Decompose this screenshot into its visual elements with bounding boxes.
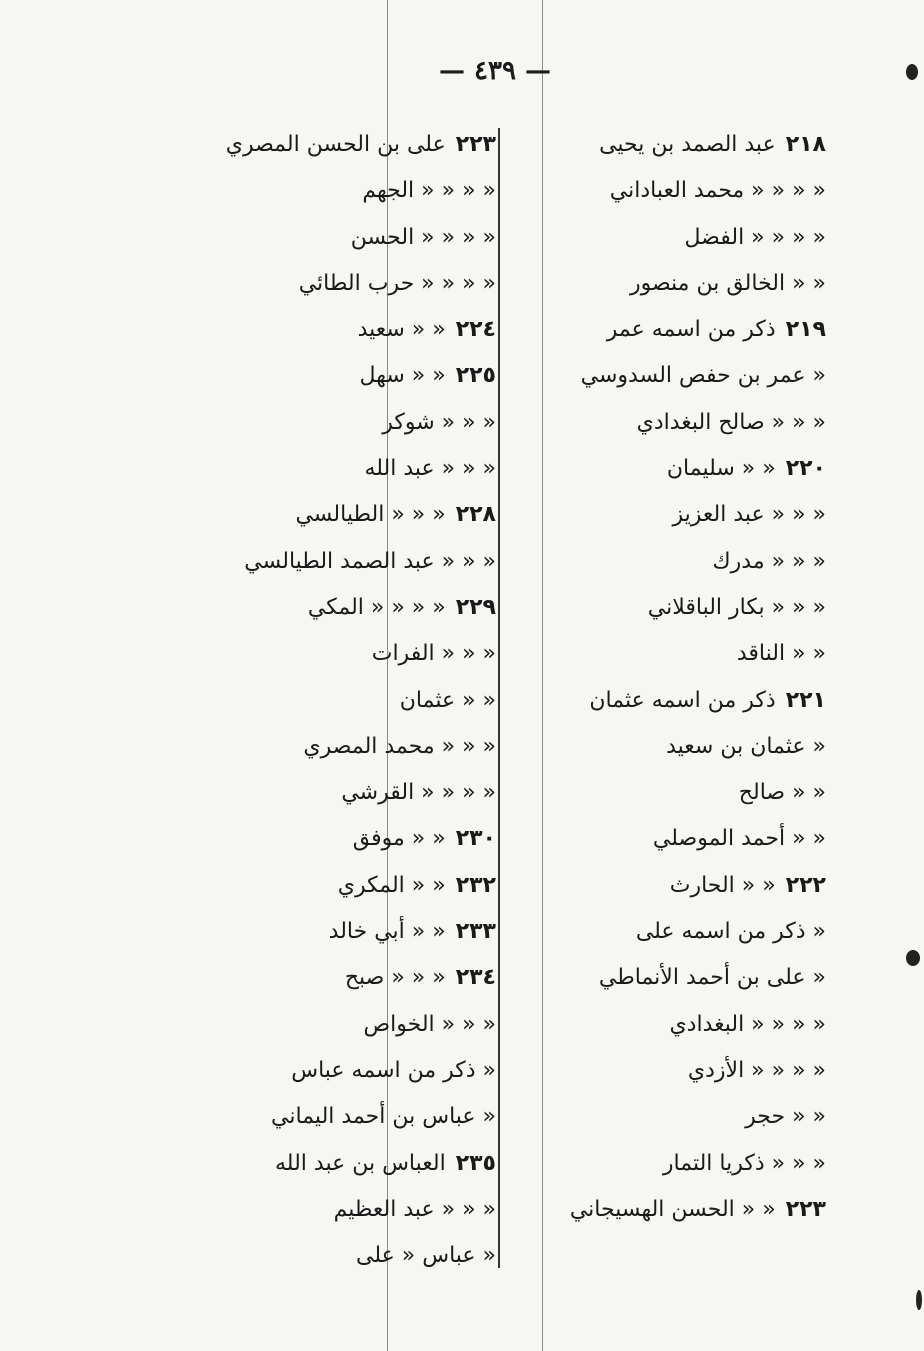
entry-text: « عثمان بن سعيد xyxy=(666,733,826,759)
entry-text: « « موفق xyxy=(352,826,446,852)
index-entry xyxy=(506,446,826,492)
entry-text: « « « الطيالسي xyxy=(295,502,446,528)
entry-number: ٢٣٣ xyxy=(455,919,496,945)
entry-text: « « « ذكريا التمار xyxy=(662,1150,826,1176)
entry-text: ذكر من اسمه عثمان xyxy=(589,687,776,713)
index-entry xyxy=(506,631,826,677)
entry-text: « « أبي خالد xyxy=(328,919,446,945)
index-entry xyxy=(196,909,496,955)
index-entry xyxy=(506,307,826,353)
index-entry xyxy=(196,816,496,862)
index-entry xyxy=(506,1094,826,1140)
entry-text: « « الحسن الهسيجاني xyxy=(569,1196,776,1222)
column-divider xyxy=(498,128,500,1268)
entry-text: العباس بن عبد الله xyxy=(275,1150,446,1176)
index-entry xyxy=(506,585,826,631)
entry-text: « عمر بن حفص السدوسي xyxy=(580,363,826,389)
index-entry xyxy=(506,863,826,909)
entry-number: ٢٢٩ xyxy=(455,594,496,620)
index-entry xyxy=(196,724,496,770)
index-entry xyxy=(196,1002,496,1048)
entry-text: « « الخالق بن منصور xyxy=(629,270,826,296)
entry-text: عبد الصمد بن يحيى xyxy=(599,132,776,157)
entry-text: « « « شوكر xyxy=(382,409,496,435)
index-entry xyxy=(196,307,496,353)
entry-text: « « صالح xyxy=(738,780,826,806)
entry-number: ٢٢٥ xyxy=(455,363,496,389)
entry-number: ٢٣٠ xyxy=(455,826,496,852)
entry-text: « « « « الحسن xyxy=(350,224,496,250)
entry-text: « « « « محمد العباداني xyxy=(609,178,826,204)
entry-text: « « « مدرك xyxy=(712,548,826,574)
index-entry xyxy=(196,631,496,677)
right-column xyxy=(506,122,826,1233)
entry-text: « « الناقد xyxy=(736,641,826,667)
entry-number: ٢٢٢ xyxy=(785,872,826,898)
entry-text: « « « « حرب الطائي xyxy=(298,270,496,296)
index-entry xyxy=(196,168,496,214)
index-entry xyxy=(196,539,496,585)
index-entry xyxy=(506,353,826,399)
index-entry xyxy=(196,122,496,168)
entry-text: ذكر من اسمه عمر xyxy=(606,317,776,343)
index-entry xyxy=(506,1187,826,1233)
entry-text: « « « « الجهم xyxy=(362,178,496,204)
index-entry xyxy=(506,909,826,955)
index-entry xyxy=(196,955,496,1001)
page-number: — ٤٣٩ — xyxy=(438,56,552,86)
entry-number: ٢٢٣ xyxy=(785,1196,826,1222)
index-entry xyxy=(196,446,496,492)
scan-speck xyxy=(906,64,918,80)
index-entry xyxy=(506,492,826,538)
entry-text: « « « « المكي xyxy=(307,594,446,620)
entry-number: ٢٢٣ xyxy=(455,132,496,157)
entry-text: على بن الحسن المصري xyxy=(225,132,446,157)
entry-text: « « « عبد العزيز xyxy=(672,502,826,528)
index-entry xyxy=(196,492,496,538)
entry-text: « « الحارث xyxy=(669,872,776,898)
scan-speck xyxy=(906,950,920,966)
index-entry xyxy=(506,539,826,585)
entry-text: « « « « الأزدي xyxy=(687,1057,826,1083)
index-entry xyxy=(196,585,496,631)
index-entry xyxy=(196,261,496,307)
index-entry xyxy=(506,955,826,1001)
index-entry xyxy=(506,122,826,168)
entry-number: ٢٣٢ xyxy=(455,872,496,898)
index-entry xyxy=(196,353,496,399)
entry-text: « « « « الفضل xyxy=(684,224,826,250)
index-entry xyxy=(196,1233,496,1279)
entry-text: « « « عبد العظيم xyxy=(333,1196,496,1222)
index-entry xyxy=(196,1048,496,1094)
entry-number: ٢٣٥ xyxy=(455,1150,496,1176)
entry-text: « « سليمان xyxy=(666,456,776,482)
index-entry xyxy=(506,816,826,862)
entry-number: ٢٢٤ xyxy=(455,317,496,343)
index-entry xyxy=(506,1141,826,1187)
index-entry xyxy=(506,400,826,446)
entry-text: « « سعيد xyxy=(357,317,446,343)
index-entry xyxy=(506,770,826,816)
entry-number: ٢٢٨ xyxy=(455,502,496,528)
entry-text: « « « « البغدادي xyxy=(669,1011,826,1037)
index-entry xyxy=(506,1048,826,1094)
entry-text: « ذكر من اسمه عباس xyxy=(291,1057,496,1083)
entry-number: ٢٢١ xyxy=(785,687,826,713)
entry-text: « « « الخواص xyxy=(363,1011,496,1037)
entry-number: ٢٣٤ xyxy=(455,965,496,991)
entry-text: « عباس « على xyxy=(356,1243,496,1269)
entry-text: « على بن أحمد الأنماطي xyxy=(598,965,826,991)
entry-number: ٢١٨ xyxy=(785,132,826,157)
left-column xyxy=(196,122,496,1279)
entry-text: « عباس بن أحمد اليماني xyxy=(271,1104,496,1130)
entry-number: ٢٢٠ xyxy=(785,456,826,482)
index-entry xyxy=(196,400,496,446)
index-entry xyxy=(506,168,826,214)
entry-text: « « « عبد الصمد الطيالسي xyxy=(244,548,496,574)
index-entry xyxy=(506,215,826,261)
entry-text: « « حجر xyxy=(745,1104,826,1130)
index-entry xyxy=(196,770,496,816)
index-entry xyxy=(196,678,496,724)
entry-text: « « « « القرشي xyxy=(341,780,496,806)
index-entry xyxy=(506,261,826,307)
entry-text: « ذكر من اسمه على xyxy=(635,919,826,945)
index-entry xyxy=(506,1002,826,1048)
index-entry xyxy=(506,678,826,724)
entry-text: « « أحمد الموصلي xyxy=(652,826,826,852)
index-entry xyxy=(196,1187,496,1233)
index-entry xyxy=(196,1094,496,1140)
entry-text: « « « محمد المصري xyxy=(303,733,496,759)
entry-text: « « « الفرات xyxy=(371,641,496,667)
entry-text: « « « صالح البغدادي xyxy=(636,409,826,435)
index-entry xyxy=(196,863,496,909)
index-entry xyxy=(196,215,496,261)
entry-text: « « « بكار الباقلاني xyxy=(647,594,826,620)
index-entry xyxy=(196,1141,496,1187)
entry-text: « « سهل xyxy=(359,363,446,389)
entry-text: « « « صبح xyxy=(344,965,446,991)
entry-text: « « « عبد الله xyxy=(364,456,496,482)
index-entry xyxy=(506,724,826,770)
entry-number: ٢١٩ xyxy=(785,317,826,343)
entry-text: « « المكري xyxy=(337,872,446,898)
scan-speck xyxy=(916,1290,922,1310)
entry-text: « « عثمان xyxy=(399,687,496,713)
